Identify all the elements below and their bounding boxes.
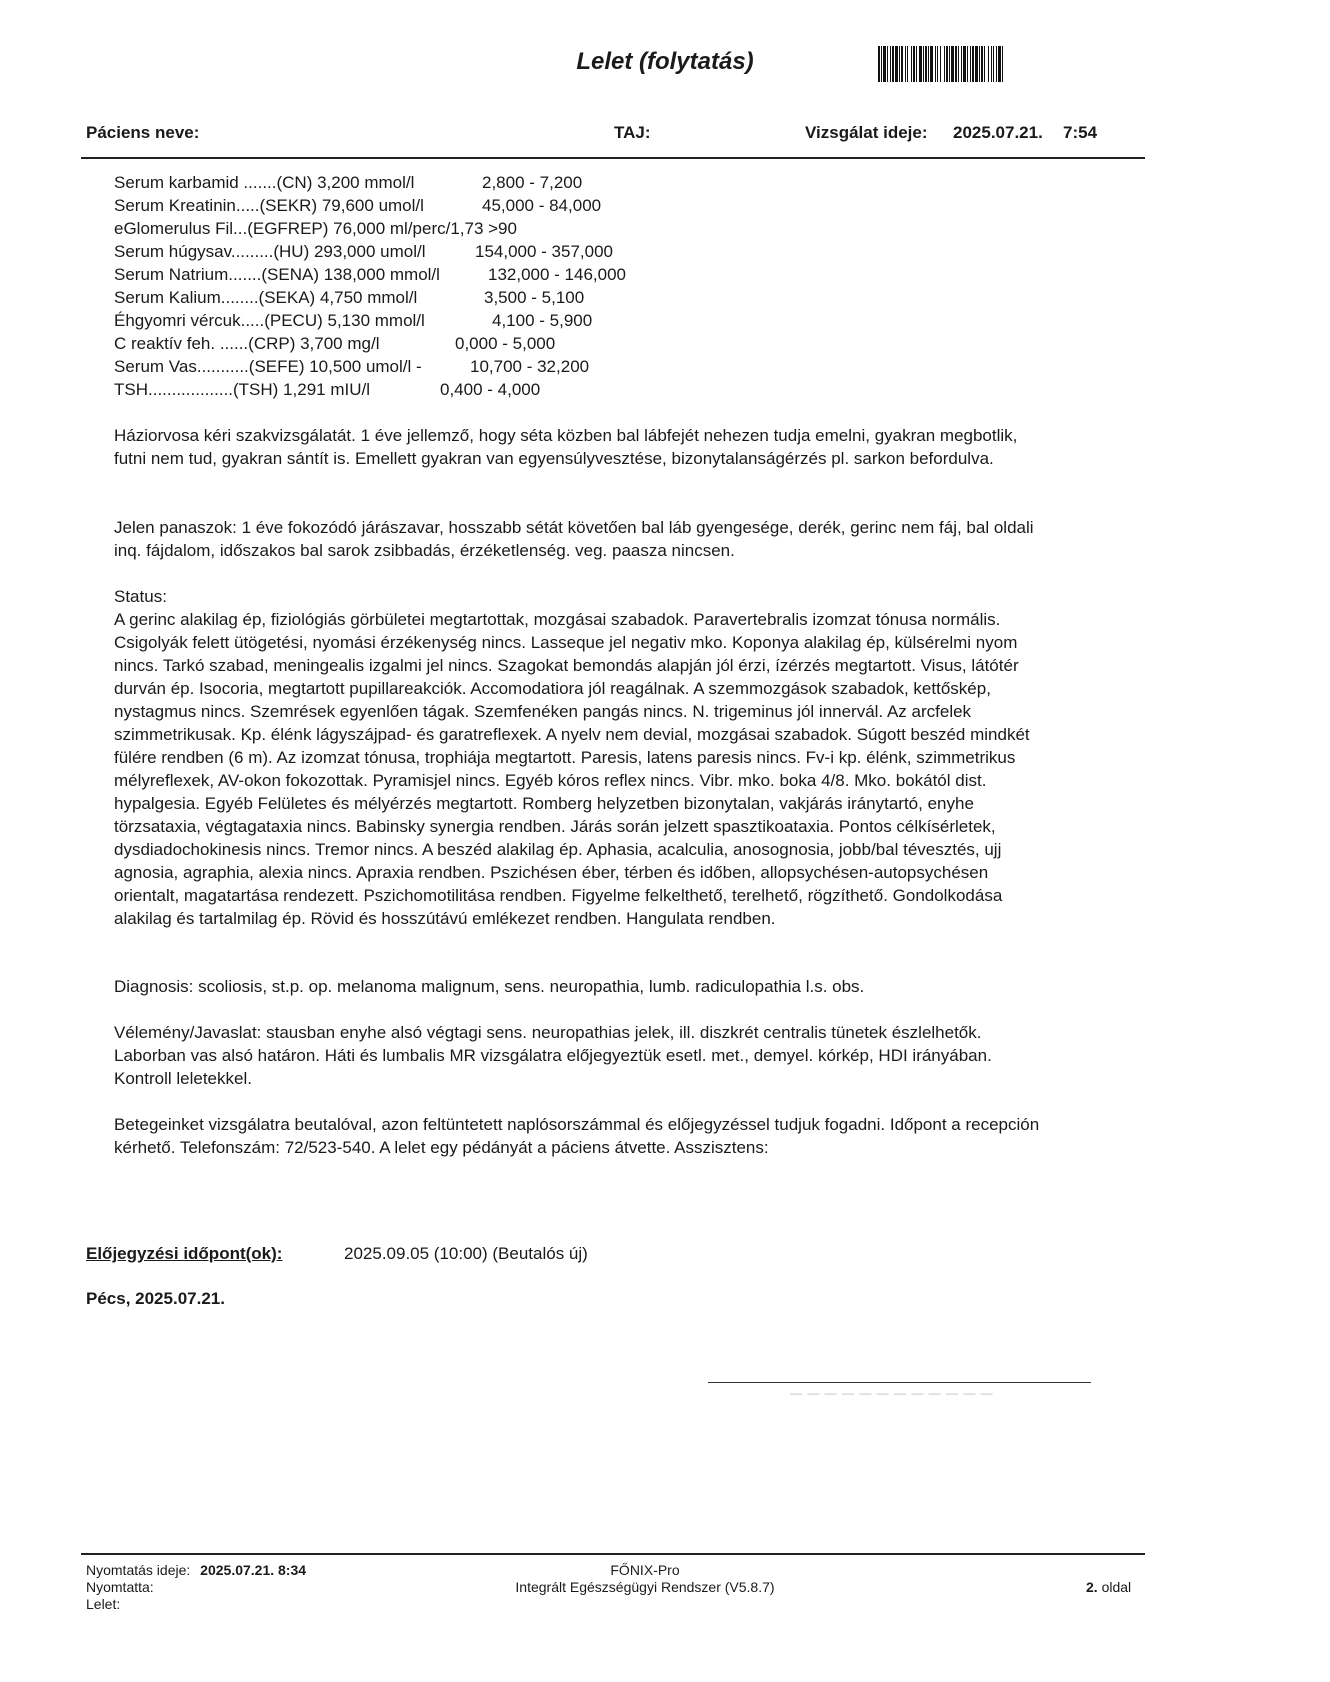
page-number-value: 2. — [1086, 1579, 1098, 1595]
appointment-value: 2025.09.05 (10:00) (Beutalós új) — [344, 1244, 588, 1263]
signature-line — [708, 1382, 1091, 1383]
lab-range: 2,800 - 7,200 — [482, 173, 583, 192]
referral-paragraph — [114, 424, 1049, 470]
exam-time-label: Vizsgálat ideje: — [805, 123, 928, 142]
lab-range: 154,000 - 357,000 — [475, 242, 614, 261]
lab-test: Serum Kalium........(SEKA) 4,750 mmol/l — [114, 288, 418, 307]
diagnosis-paragraph — [114, 975, 1049, 998]
report-label: Lelet: — [86, 1596, 121, 1612]
opinion-paragraph — [114, 1021, 1049, 1090]
lab-test: TSH..................(TSH) 1,291 mIU/l — [114, 380, 370, 399]
lab-range: 4,100 - 5,900 — [492, 311, 593, 330]
lab-test: eGlomerulus Fil...(EGFREP) 76,000 ml/perc/1,73 >90 — [114, 219, 517, 238]
footer-center — [440, 1562, 850, 1596]
footer-left — [86, 1562, 306, 1613]
patient-name-label: Páciens neve: — [86, 123, 200, 142]
status-label: Status: — [114, 587, 167, 606]
status-text: A gerinc alakilag ép, fiziológiás görbületei megtartottak, mozgásai szabadok. Paravertebralis izomzat tónusa normális. Csigolyák felett ütögetési, nyomási érzékenység nincs. Lasseque jel negativ mko. Koponya alakilag ép, külsérelmi nyom nincs. Tarkó szabad, meningealis izgalmi jel nincs. Szagokat bemondás alapján jól érzi, ízérzés megtartott. Visus, látótér durván ép. Isocoria, megtartott pupillareakciók. Accomodatiora jól reagálnak. A szemmozgások szabadok, kettőskép, nystagmus nincs. Szemrések egyenlően tágak. Szemfenéken pangás nincs. N. trigeminus jól innervál. Az arcfelek szimmetrikusak. Kp. élénk lágyszájpad- és garatreflexek. A nyelv nem devial, mozgásai szabadok. Súgott beszéd mindkét fülére rendben (6 m). Az izomzat tónusa, trophiája megtartott. Paresis, latens paresis nincs. Fv-i kp. élénk, szimmetrikus mélyreflexek, AV-okon fokozottak. Pyramisjel nincs. Egyéb kóros reflex nincs. Vibr. mko. boka 4/8. Mko. bokától dist. hypalgesia. Egyéb Felületes és mélyérzés megtartott. Romberg helyzetben bizonytalan, vakjárás iránytartó, enyhe törzsataxia, végtagataxia nincs. Babinsky synergia rendben. Járás során jelzett spasztikoataxia. Pontos célkísérletek, dysdiadochokinesis nincs. Tremor nincs. A beszéd alakilag ép. Aphasia, acalculia, anosognosia, jobb/bal tévesztés, ujj agnosia, agraphia, alexia nincs. Apraxia rendben. Pszichésen éber, térben és időben, allopsychésen-autopsychésen orientalt, magatartása rendezett. Pszichomotilitása rendben. Figyelme felkelthető, terelhető, rögzíthető. Gondolkodása alakilag és tartalmilag ép. Rövid és hosszútávú emlékezet rendben. Hangulata rendben. — [114, 610, 1030, 928]
lab-range: 3,500 - 5,100 — [484, 288, 585, 307]
footer-divider — [81, 1553, 1145, 1555]
lab-range: 0,400 - 4,000 — [440, 380, 541, 399]
lab-test: Serum Kreatinin.....(SEKR) 79,600 umol/l — [114, 196, 424, 215]
signature-name-faint: — — — — — — — — — — — — — [790, 1386, 994, 1400]
referral-text: Háziorvosa kéri szakvizsgálatát. 1 éve jellemző, hogy séta közben bal lábfejét nehezen tudja emelni, gyakran megbotlik, futni nem tud, gyakran sántít is. Emellett gyakran van egyensúlyvesztése, bizonytalanságérzés pl. sarkon befordulva. — [114, 426, 1018, 468]
diagnosis-text: Diagnosis: scoliosis, st.p. op. melanoma malignum, sens. neuropathia, lumb. radiculopathia l.s. obs. — [114, 977, 865, 996]
opinion-text: Vélemény/Javaslat: stausban enyhe alsó végtagi sens. neuropathias jelek, ill. diszkrét centralis tünetek észlelhetők. Laborban vas alsó határon. Háti és lumbalis MR vizsgálatra előjegyeztük esetl. met., demyel. kórkép, HDI irányában. Kontroll leletekkel. — [114, 1023, 992, 1088]
lab-test: Serum Vas...........(SEFE) 10,500 umol/l - — [114, 357, 422, 376]
complaints-paragraph — [114, 516, 1049, 562]
notice-text: Betegeinket vizsgálatra beutalóval, azon feltüntetett naplósorszámmal és előjegyzéssel tudjuk fogadni. Időpont a recepción kérhető. Telefonszám: 72/523-540. A lelet egy pédányát a páciens átvette. Asszisztens: — [114, 1115, 1040, 1157]
lab-test: Éhgyomri vércuk.....(PECU) 5,130 mmol/l — [114, 311, 425, 330]
lab-test: C reaktív feh. ......(CRP) 3,700 mg/l — [114, 334, 380, 353]
lab-range: 132,000 - 146,000 — [488, 265, 627, 284]
lab-range: 45,000 - 84,000 — [482, 196, 602, 215]
lab-test: Serum karbamid .......(CN) 3,200 mmol/l — [114, 173, 415, 192]
appointment-label: Előjegyzési időpont(ok): — [86, 1244, 283, 1263]
taj-label: TAJ: — [614, 123, 651, 142]
status-section — [114, 585, 1049, 930]
printed-by-label: Nyomtatta: — [86, 1579, 154, 1595]
lab-test: Serum Natrium.......(SENA) 138,000 mmol/l — [114, 265, 440, 284]
exam-date: 2025.07.21. — [953, 123, 1043, 142]
system-description: Integrált Egészségügyi Rendszer (V5.8.7) — [515, 1579, 775, 1595]
complaints-text: Jelen panaszok: 1 éve fokozódó járászavar, hosszabb sétát követően bal láb gyengesége, derék, gerinc nem fáj, bal oldali inq. fájdalom, időszakos bal sarok zsibbadás, érzéketlenség. veg. paasza nincsen. — [114, 518, 1034, 560]
lab-range: 10,700 - 32,200 — [470, 357, 590, 376]
print-time-label: Nyomtatás ideje: — [86, 1562, 191, 1578]
system-name: FŐNIX-Pro — [610, 1562, 680, 1578]
notice-paragraph — [114, 1113, 1049, 1159]
page-title: Lelet (folytatás) — [576, 48, 754, 75]
barcode — [878, 46, 1125, 82]
exam-time: 7:54 — [1063, 123, 1098, 142]
lab-range: 0,000 - 5,000 — [455, 334, 556, 353]
page-number-word: oldal — [1101, 1579, 1132, 1595]
header-divider — [81, 157, 1145, 159]
print-time-value: 2025.07.21. 8:34 — [200, 1562, 307, 1578]
place-date: Pécs, 2025.07.21. — [86, 1289, 225, 1308]
page-number — [1086, 1579, 1131, 1596]
lab-test: Serum húgysav.........(HU) 293,000 umol/l — [114, 242, 426, 261]
